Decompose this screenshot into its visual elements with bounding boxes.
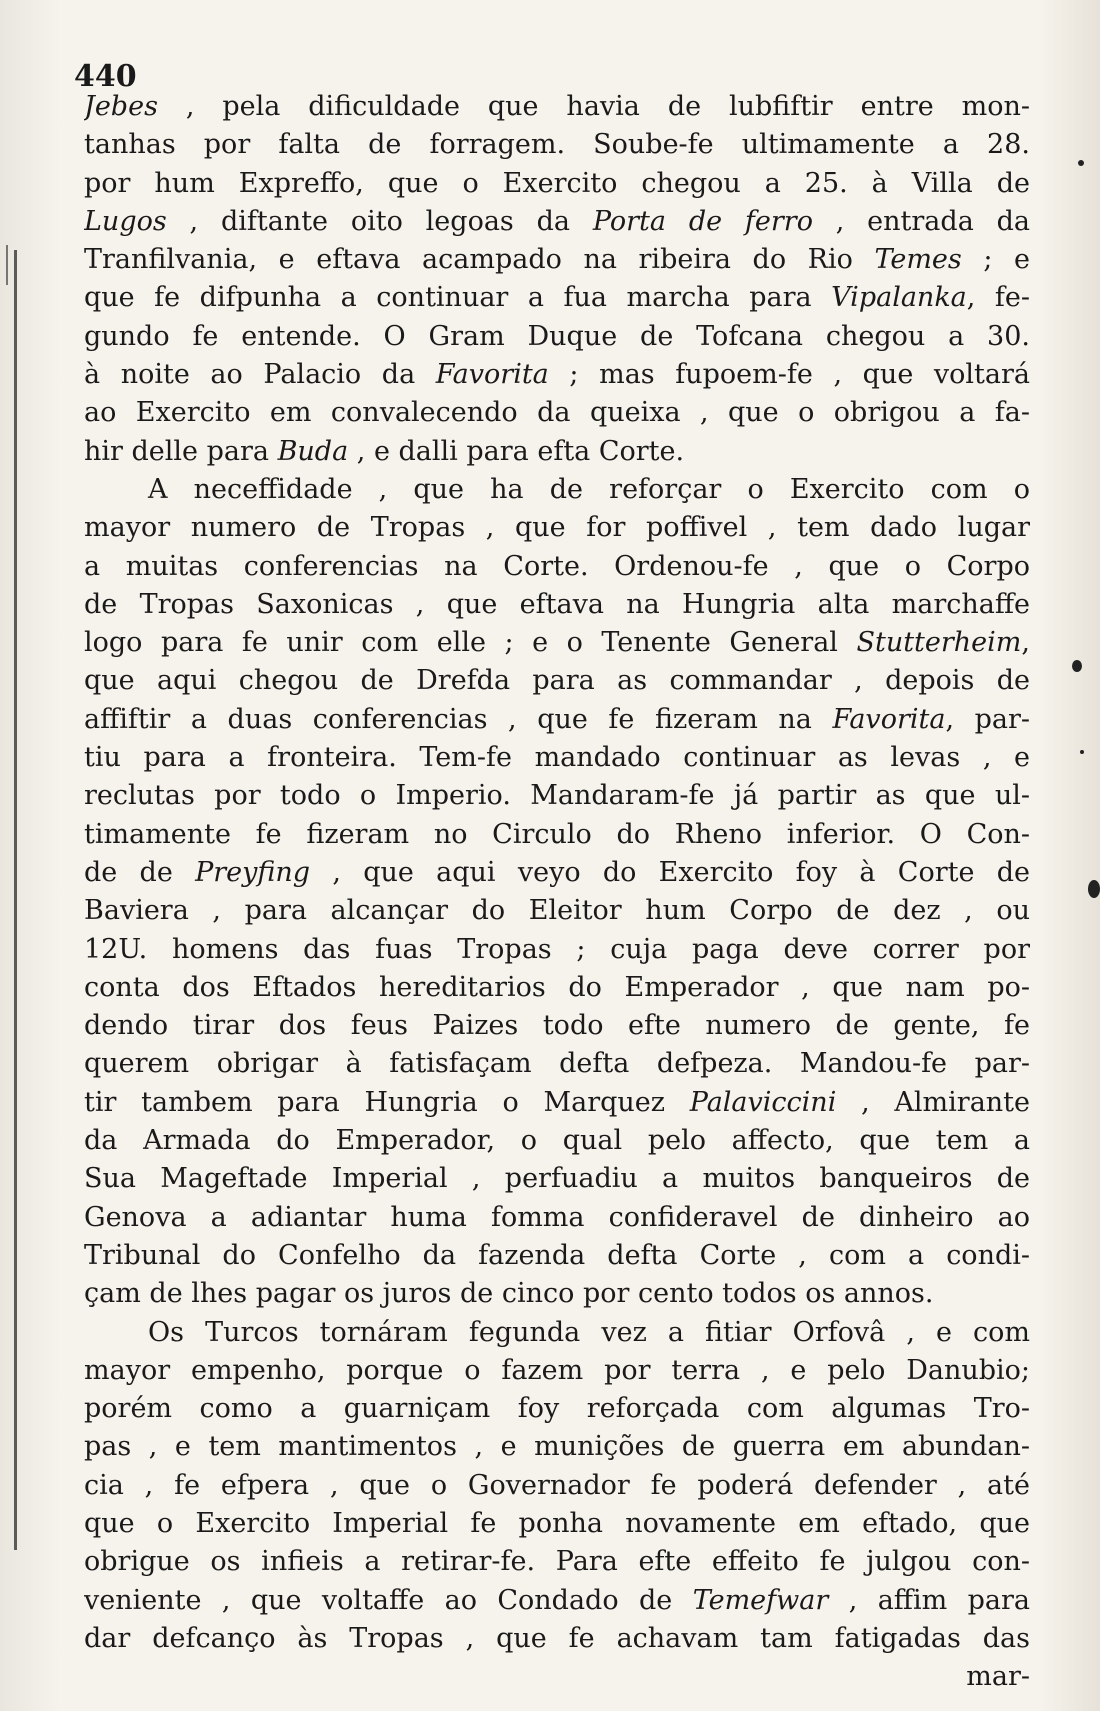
text-line: çam de lhes pagar os juros de cinco por cento todos os annos. (84, 1278, 934, 1310)
text-line: logo para fe unir com elle ; e o Tenente General Stutterheim, (84, 627, 1030, 659)
text-line: Jebes , pela dificuldade que havia de lubfiftir entre mon- (84, 91, 1030, 122)
text-line: dar defcanço às Tropas , que fe achavam tam fatigadas das (84, 1622, 1030, 1654)
ink-speck (1078, 160, 1084, 166)
text-line: hir delle para Buda , e dalli para efta Corte. (84, 435, 685, 467)
text-line: conta dos Eftados hereditarios do Emperador , que nam po- (84, 971, 1030, 1003)
binding-edge-mark (6, 245, 8, 285)
text-line: por hum Expreffo, que o Exercito chegou a 25. à Villa de (84, 167, 1030, 199)
text-line: obrigue os infieis a retirar-fe. Para efte effeito fe julgou con- (84, 1546, 1030, 1578)
text-line: de de Preyfing , que aqui veyo do Exercito foy à Corte de (84, 856, 1030, 888)
text-line: Tranfilvania, e eftava acampado na ribeira do Rio Temes ; e (84, 244, 1030, 276)
ink-speck (1088, 880, 1100, 898)
text-line: dendo tirar dos feus Paizes todo efte numero de gente, fe (84, 1010, 1030, 1042)
text-line: veniente , que voltaffe ao Condado de Temefwar , affim para (84, 1584, 1030, 1616)
text-line: A neceffidade , que ha de reforçar o Exercito com o (148, 473, 1030, 505)
binding-edge-line (14, 250, 17, 1550)
text-line: 12U. homens das fuas Tropas ; cuja paga deve correr por (84, 933, 1030, 965)
text-line: querem obrigar à fatisfaçam defta defpeza. Mandou-fe par- (84, 1048, 1030, 1080)
text-line: a muitas conferencias na Corte. Ordenou-fe , que o Corpo (84, 550, 1030, 582)
text-line: Tribunal do Confelho da fazenda defta Corte , com a condi- (84, 1239, 1030, 1271)
text-line: mayor empenho, porque o fazem por terra , e pelo Danubio; (84, 1354, 1030, 1386)
text-line: pas , e tem mantimentos , e munições de guerra em abundan- (84, 1431, 1030, 1463)
page-number: 440 (74, 59, 137, 94)
text-line: porém como a guarniçam foy reforçada com algumas Tro- (84, 1393, 1030, 1425)
text-line: que aqui chegou de Drefda para as commandar , depois de (84, 665, 1030, 697)
catchword: mar- (966, 1661, 1030, 1693)
text-line: tiu para a fronteira. Tem-fe mandado continuar as levas , e (84, 742, 1030, 774)
text-line: Baviera , para alcançar do Eleitor hum Corpo de dez , ou (84, 895, 1030, 927)
ink-speck (1080, 750, 1084, 754)
text-line: de Tropas Saxonicas , que eftava na Hungria alta marchaffe (84, 588, 1030, 620)
ink-speck (1072, 660, 1082, 672)
text-line: affiftir a duas conferencias , que fe fizeram na Favorita, par- (84, 703, 1030, 735)
text-line: reclutas por todo o Imperio. Mandaram-fe já partir as que ul- (84, 780, 1030, 812)
text-line: que fe difpunha a continuar a fua marcha para Vipalanka, fe- (84, 282, 1030, 314)
text-line: cia , fe efpera , que o Governador fe poderá defender , até (84, 1469, 1030, 1501)
text-line: ao Exercito em convalecendo da queixa , que o obrigou a fa- (84, 397, 1030, 429)
text-line: gundo fe entende. O Gram Duque de Tofcana chegou a 30. (84, 320, 1030, 352)
text-line: Os Turcos tornáram fegunda vez a fitiar Orfovâ , e com (148, 1316, 1030, 1348)
text-line: da Armada do Emperador, o qual pelo affecto, que tem a (84, 1125, 1030, 1157)
text-line: tanhas por falta de forragem. Soube-fe ultimamente a 28. (84, 129, 1030, 161)
text-line: à noite ao Palacio da Favorita ; mas fupoem-fe , que voltará (84, 359, 1030, 391)
body-text (84, 88, 1030, 1696)
text-line: Lugos , diftante oito legoas da Porta de ferro , entrada da (84, 205, 1030, 237)
text-line: timamente fe fizeram no Circulo do Rheno inferior. O Con- (84, 818, 1030, 850)
text-line: tir tambem para Hungria o Marquez Palaviccini , Almirante (84, 1086, 1030, 1118)
text-line: Sua Mageftade Imperial , perfuadiu a muitos banqueiros de (84, 1163, 1030, 1195)
text-line: mayor numero de Tropas , que for poffivel , tem dado lugar (84, 512, 1030, 544)
text-line: que o Exercito Imperial fe ponha novamente em eftado, que (84, 1507, 1030, 1539)
text-line: Genova a adiantar huma fomma confideravel de dinheiro ao (84, 1201, 1030, 1233)
